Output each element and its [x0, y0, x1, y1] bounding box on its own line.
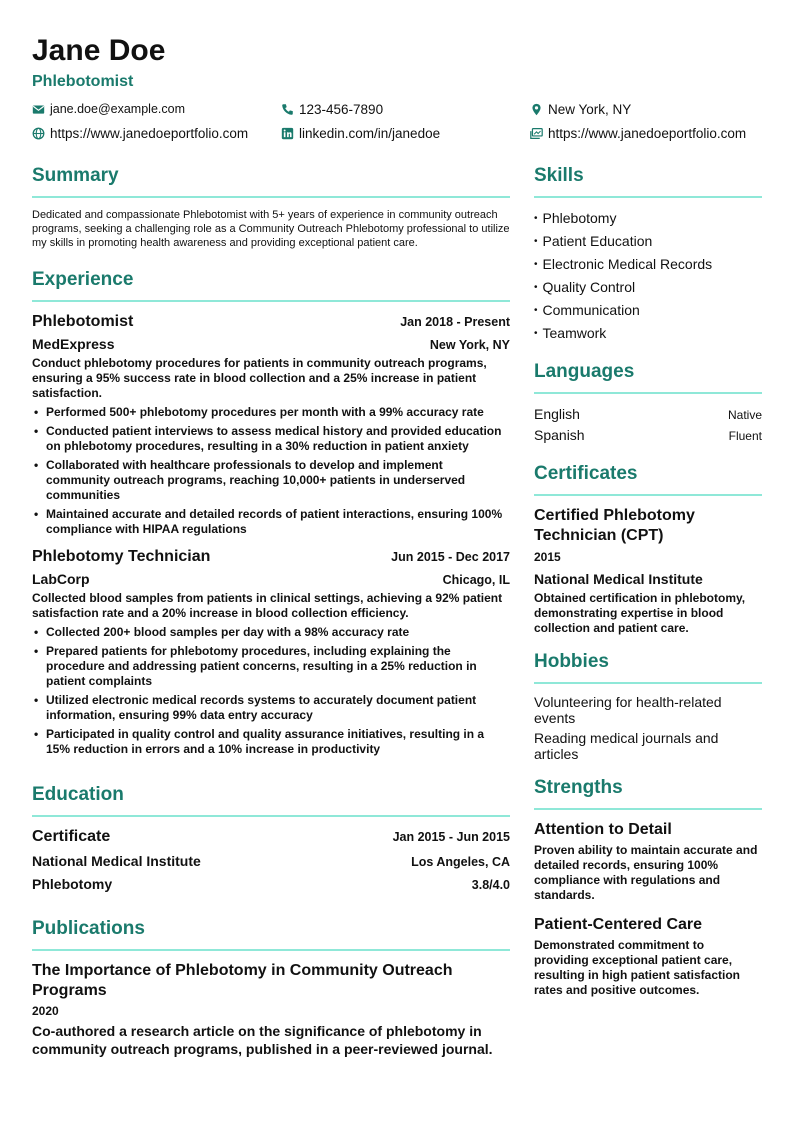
contact-phone-text: 123-456-7890: [299, 101, 384, 117]
job-bullet: • Collected 200+ blood samples per day with a 98% accuracy rate: [32, 625, 510, 640]
job-date: Jan 2018 - Present: [400, 315, 510, 329]
experience-heading: Experience: [32, 268, 510, 302]
experience-entry: [32, 312, 510, 537]
hobbies-heading: Hobbies: [534, 650, 762, 684]
job-bullets: [32, 625, 510, 757]
education-heading: Education: [32, 783, 510, 817]
strength-name: Attention to Detail: [534, 821, 672, 838]
education-institution: National Medical Institute: [32, 853, 201, 869]
contact-list: [32, 100, 762, 142]
experience-entry: [32, 547, 510, 757]
job-bullet: • Maintained accurate and detailed records of patient interactions, ensuring 100% compliance with HIPAA regulations: [32, 507, 510, 537]
skill-item: • Electronic Medical Records: [534, 254, 762, 277]
certificate-description: Obtained certification in phlebotomy, demonstrating expertise in blood collection and patient care.: [534, 591, 746, 635]
publication-description: Co-authored a research article on the significance of phlebotomy in community outreach programs, published in a peer-reviewed journal.: [32, 1023, 493, 1057]
certificate-org: National Medical Institute: [534, 571, 703, 587]
education-date: Jan 2015 - Jun 2015: [392, 830, 510, 844]
content-columns: [32, 164, 762, 1058]
job-company: MedExpress: [32, 336, 115, 352]
job-title: Phlebotomist: [32, 313, 134, 330]
strength-description: Proven ability to maintain accurate and detailed records, ensuring 100% compliance with regulations and standards.: [534, 843, 758, 902]
job-bullet: • Utilized electronic medical records systems to accurately document patient information, ensuring 99% data entry accuracy: [32, 693, 510, 723]
education-field: Phlebotomy: [32, 876, 113, 892]
job-bullet: • Prepared patients for phlebotomy procedures, including explaining the procedure and addressing patient concerns, resulting in a 25% reduction in patient complaints: [32, 644, 510, 689]
language-level: Native: [727, 408, 762, 422]
language-name: English: [534, 406, 580, 422]
strength-description: Demonstrated commitment to providing exceptional patient care, resulting in high patient satisfaction rates and positive outcomes.: [534, 938, 741, 997]
skill-item: • Communication: [534, 300, 762, 323]
summary-heading: Summary: [32, 164, 510, 198]
summary-text: Dedicated and compassionate Phlebotomist with 5+ years of experience in community outreach programs, seeking a challenging role as a Community Outreach Phlebotomy professional to utilize my skills in promoting health awareness and providing exceptional patient care.: [32, 209, 510, 249]
languages-heading: Languages: [534, 360, 762, 394]
language-name: Spanish: [534, 427, 585, 443]
job-date: Jun 2015 - Dec 2017: [391, 550, 510, 564]
candidate-role: Phlebotomist: [32, 73, 134, 90]
publications-heading: Publications: [32, 917, 510, 951]
languages-list: [534, 404, 762, 446]
portfolio-icon: [530, 127, 543, 140]
certificate-name: Certified Phlebotomy Technician (CPT): [534, 507, 695, 544]
strength-entry: [534, 820, 762, 903]
location-pin-icon: [530, 103, 543, 116]
contact-phone[interactable]: [281, 100, 530, 118]
email-icon: [32, 103, 45, 116]
language-row: [534, 404, 762, 425]
publication-title: The Importance of Phlebotomy in Community Outreach Programs: [32, 962, 453, 999]
job-description: Collected blood samples from patients in clinical settings, achieving a 92% patient satisfaction rate and a 20% increase in blood collection efficiency.: [32, 591, 503, 620]
job-bullet: • Conducted patient interviews to assess medical history and provided education on phlebotomy procedures, resulting in a 30% reduction in patient anxiety: [32, 424, 510, 454]
right-column: [534, 164, 762, 1058]
skills-heading: Skills: [534, 164, 762, 198]
linkedin-icon: [281, 127, 294, 140]
hobby-item: Reading medical journals and articles: [534, 730, 719, 762]
contact-location-text: New York, NY: [548, 101, 632, 117]
certificates-heading: Certificates: [534, 462, 762, 496]
globe-icon: [32, 127, 45, 140]
skill-item: • Quality Control: [534, 277, 762, 300]
contact-email[interactable]: [32, 100, 281, 118]
phone-icon: [281, 103, 294, 116]
education-entry: [32, 827, 510, 893]
language-level: Fluent: [728, 429, 762, 443]
language-row: [534, 425, 762, 446]
job-bullet: • Collaborated with healthcare professionals to develop and implement community outreach programs, reaching 10,000+ patients in underserved communities: [32, 458, 510, 503]
job-bullet: • Performed 500+ phlebotomy procedures per month with a 99% accuracy rate: [32, 405, 510, 420]
education-gpa: 3.8/4.0: [471, 878, 510, 892]
publication-year: 2020: [32, 1004, 59, 1018]
candidate-name: Jane Doe: [32, 34, 166, 67]
certificate-entry: [534, 506, 762, 636]
skill-item: • Patient Education: [534, 231, 762, 254]
education-location: Los Angeles, CA: [411, 855, 510, 869]
contact-email-text: jane.doe@example.com: [50, 102, 185, 116]
contact-website[interactable]: [32, 124, 281, 142]
strength-name: Patient-Centered Care: [534, 916, 703, 933]
contact-linkedin-text: linkedin.com/in/janedoe: [299, 125, 441, 141]
contact-portfolio[interactable]: [530, 124, 762, 142]
contact-website-text: https://www.janedoeportfolio.com: [50, 125, 249, 141]
strengths-heading: Strengths: [534, 776, 762, 810]
skills-list: [534, 208, 762, 346]
certificate-year: 2015: [534, 550, 561, 564]
hobby-item: Volunteering for health-related events: [534, 694, 722, 726]
contact-linkedin[interactable]: [281, 124, 530, 142]
strength-entry: [534, 915, 762, 998]
job-company: LabCorp: [32, 571, 90, 587]
job-description: Conduct phlebotomy procedures for patients in community outreach programs, ensuring a 95% success rate in blood collection and a 25% increase in patient satisfaction.: [32, 356, 487, 400]
job-bullets: [32, 405, 510, 537]
resume-page: [32, 34, 762, 1058]
publication-entry: [32, 961, 510, 1058]
hobbies-list: [534, 694, 762, 762]
job-title: Phlebotomy Technician: [32, 548, 211, 565]
left-column: [32, 164, 510, 1058]
skill-item: • Phlebotomy: [534, 208, 762, 231]
education-degree: Certificate: [32, 828, 111, 845]
job-bullet: • Participated in quality control and quality assurance initiatives, resulting in a 15% reduction in errors and a 10% increase in productivity: [32, 727, 510, 757]
skill-item: • Teamwork: [534, 323, 762, 346]
job-location: Chicago, IL: [442, 573, 510, 587]
contact-location: [530, 100, 762, 118]
job-location: New York, NY: [429, 338, 510, 352]
contact-portfolio-text: https://www.janedoeportfolio.com: [548, 125, 747, 141]
